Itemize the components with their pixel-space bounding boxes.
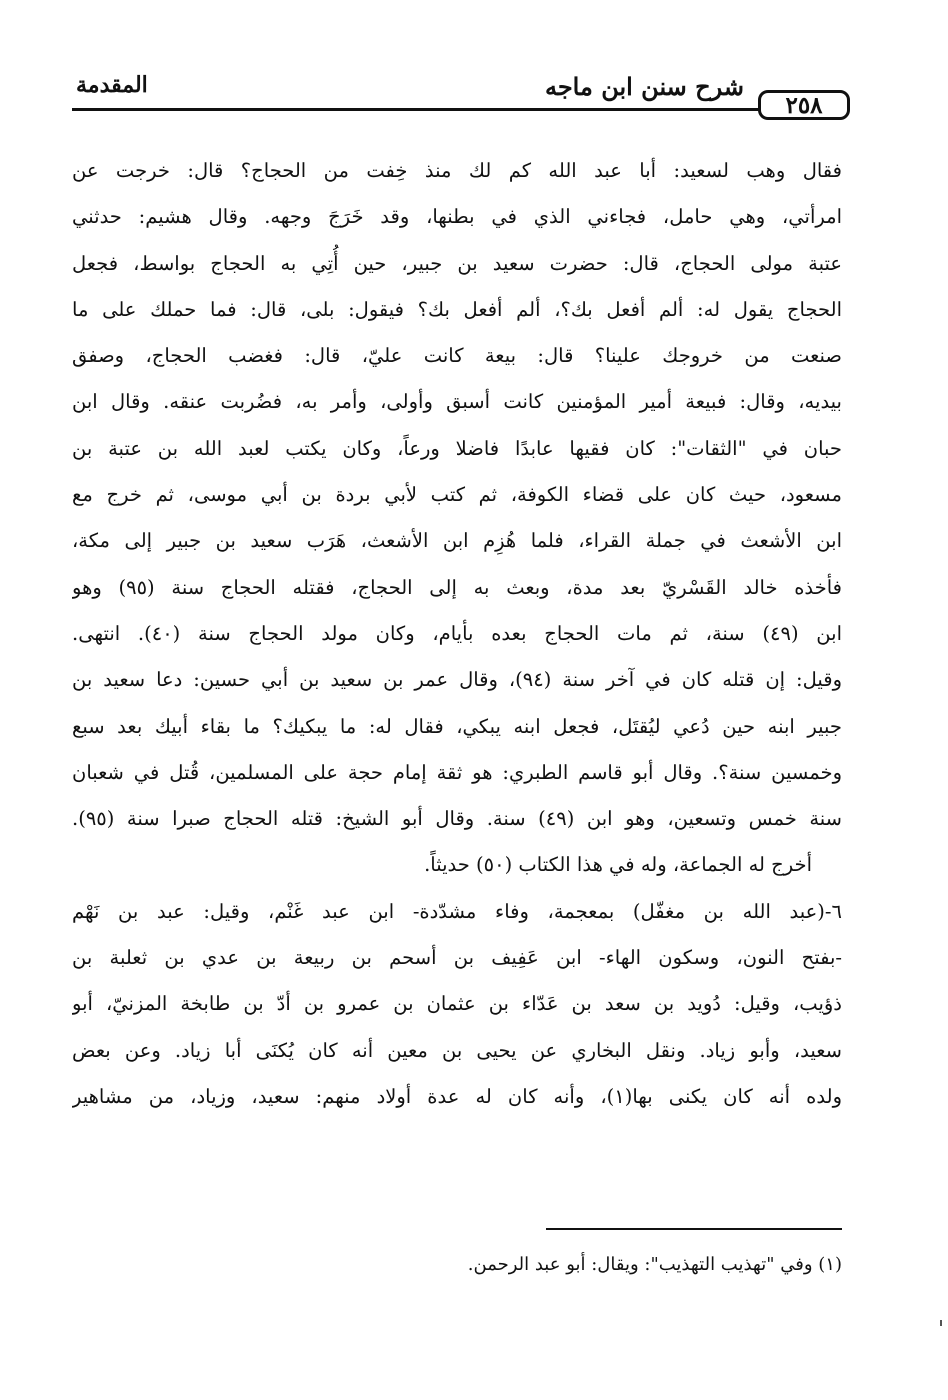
footnote: (١) وفي "تهذيب التهذيب": ويقال: أبو عبد الرحمن.	[467, 1254, 842, 1275]
text-line: وقيل: إن قتله كان في آخر سنة (٩٤)، وقال عمر بن سعيد بن أبي حسين: دعا سعيد بن	[72, 668, 842, 692]
text-line: فأخذه خالد القَسْريّ بعد مدة، وبعث به إلى الحجاج، فقتله الحجاج سنة (٩٥) وهو	[72, 575, 842, 599]
text-line: بيديه، وقال: فبيعة أمير المؤمنين كانت أسبق وأولى، وأمر به، فضُربت عنقه. وقال ابن	[72, 390, 842, 414]
text-line: ابن (٤٩) سنة، ثم مات الحجاج بعده بأيام، وكان مولد الحجاج سنة (٤٠). انتهى.	[72, 621, 842, 645]
footnote-rule	[546, 1228, 842, 1230]
text-line: ٦-(عبد الله بن مغفّل) بمعجمة، وفاء مشدّدة- ابن عبد غَنْم، وقيل: عبد بن نَهْم	[72, 899, 842, 923]
text-line: حبان في "الثقات": كان فقيها عابدًا فاضلا ورعاً، وكان يكتب لعبد الله بن عتبة بن	[72, 436, 842, 460]
text-line: ولده أنه كان يكنى بها(١)، وأنه كان له عدة أولاد منهم: سعيد، وزياد، من مشاهير	[72, 1084, 842, 1108]
text-line: -بفتح النون، وسكون الهاء- ابن عَفِيف بن أسحم بن ربيعة بن عدي بن ثعلبة بن	[72, 946, 842, 970]
text-line: ابن الأشعث في جملة القراء، فلما هُزِم ابن الأشعث، هَرَب سعيد بن جبير إلى مكة،	[72, 529, 842, 553]
header-rule	[72, 108, 790, 111]
page-number: ٢٥٨	[758, 90, 850, 120]
section-title: المقدمة	[76, 72, 148, 98]
text-line: جبير ابنه حين دُعي ليُقتَل، فجعل ابنه يبكي، فقال له: ما يبكيك؟ ما بقاء أبيك بعد سبع	[72, 714, 842, 738]
text-line: امرأتي، وهي حامل، فجاءني الذي في بطنها، وقد خَرَجَ وجهه. وقال هشيم: حدثني	[72, 205, 842, 229]
text-line: ذؤيب، وقيل: دُويد بن سعد بن عَدّاء بن عثمان بن عمرو بن أدّ بن طابخة المزنيّ، أبو	[72, 992, 842, 1016]
text-line: مسعود، حيث كان على قضاء الكوفة، ثم كتب لأبي بردة بن أبي موسى، ثم خرج مع	[72, 483, 842, 507]
text-line: فقال وهب لسعيد: أبا عبد الله كم لك منذ خِفت من الحجاج؟ قال: خرجت عن	[72, 159, 842, 182]
text-line: عتبة مولى الحجاج، قال: حضرت سعيد بن جبير، حين أُتِي به الحجاج بواسط، فجعل	[72, 251, 842, 275]
text-line: الحجاج يقول له: ألم أفعل بك؟، ألم أفعل بك؟ فيقول: بلى، قال: فما حملك على ما	[72, 297, 842, 321]
scan-mark	[940, 1320, 942, 1326]
page-header	[72, 64, 850, 124]
text-line: سنة خمس وتسعين، وهو ابن (٤٩) سنة. وقال أبو الشيخ: قتله الحجاج صبرا سنة (٩٥).	[72, 807, 842, 831]
text-line: أخرج له الجماعة، وله في هذا الكتاب (٥٠) حديثاً.	[424, 853, 812, 877]
book-title: شرح سنن ابن ماجه	[544, 72, 744, 101]
body-text	[72, 148, 842, 1120]
text-line: سعيد، وأبو زياد. ونقل البخاري عن يحيى بن معين أنه كان يُكنَى أبا زياد. وعن بعض	[72, 1038, 842, 1062]
text-line: وخمسين سنة؟. وقال أبو قاسم الطبري: هو ثقة إمام حجة على المسلمين، قُتل في شعبان	[72, 760, 842, 784]
text-line: صنعت من خروجك علينا؟ قال: بيعة كانت عليّ، قال: فغضب الحجاج، وصفق	[72, 344, 842, 368]
